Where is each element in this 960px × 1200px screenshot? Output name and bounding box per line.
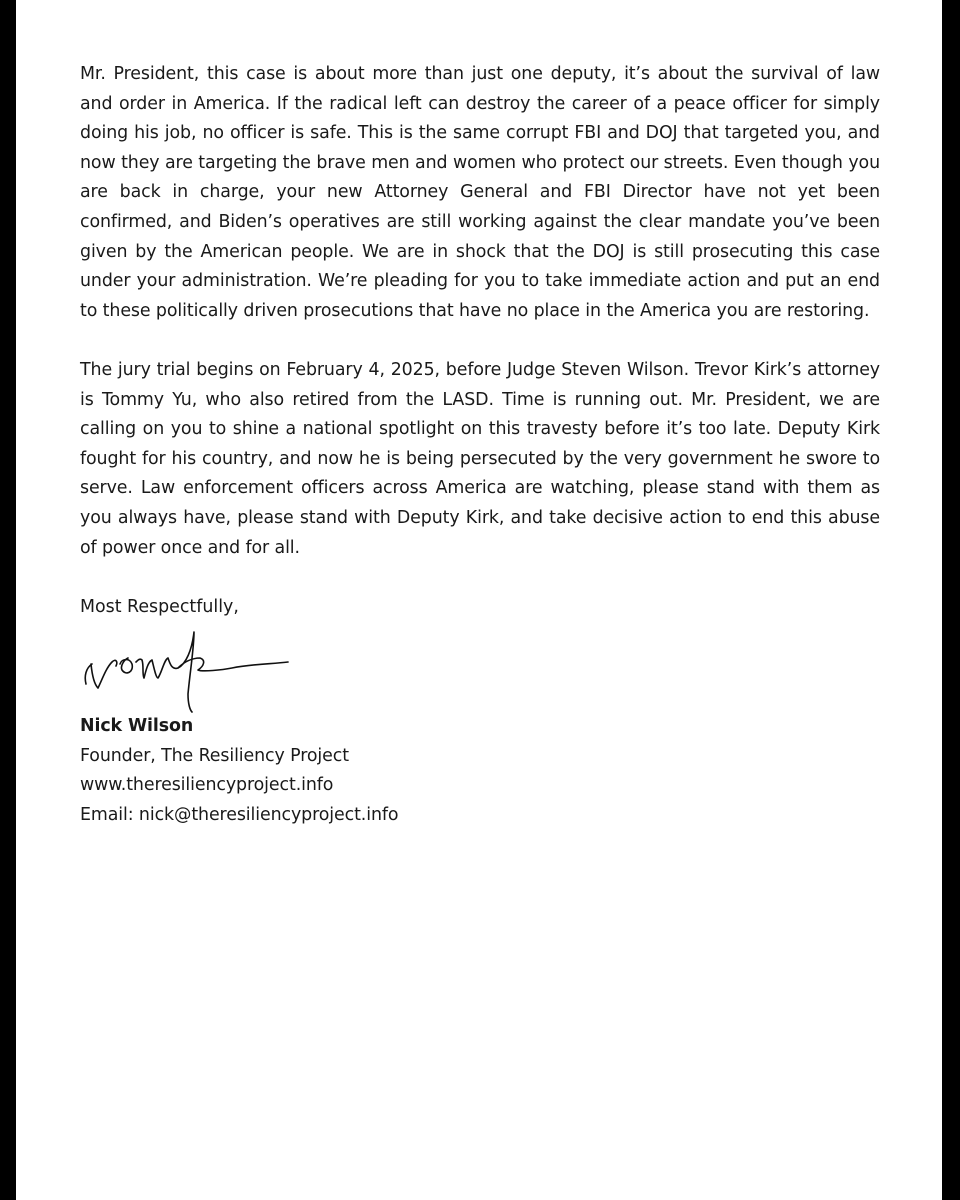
letter-body (80, 60, 880, 622)
letter-paragraph-1: Mr. President, this case is about more than just one deputy, it’s about the survival of law and order in America. If the radical left can destroy the career of a peace officer for simply doing his job, no officer is safe. This is the same corrupt FBI and DOJ that targeted you, and now they are targeting the brave men and women who protect our streets. Even though you are back in charge, your new Attorney General and FBI Director have not yet been confirmed, and Biden’s operatives are still working against the clear mandate you’ve been given by the American people. We are in shock that the DOJ is still prosecuting this case under your administration. We’re pleading for you to take immediate action and put an end to these politically driven prosecutions that have no place in the America you are restoring. (80, 64, 880, 321)
letter-closing: Most Respectfully, (80, 596, 239, 617)
signer-title: Founder, The Resiliency Project (80, 745, 349, 766)
signer-email: Email: nick@theresiliencyproject.info (80, 804, 399, 825)
signer-name: Nick Wilson (80, 716, 194, 736)
signer-website: www.theresiliencyproject.info (80, 775, 334, 796)
signature-block (80, 712, 398, 830)
letter-page (16, 0, 942, 1200)
handwritten-signature (82, 628, 302, 713)
letter-paragraph-2: The jury trial begins on February 4, 2025, before Judge Steven Wilson. Trevor Kirk’s attorney is Tommy Yu, who also retired from the LASD. Time is running out. Mr. President, we are calling on you to shine a national spotlight on this travesty before it’s too late. Deputy Kirk fought for his country, and now he is being persecuted by the very government he swore to serve. Law enforcement officers across America are watching, please stand with them as you always have, please stand with Deputy Kirk, and take decisive action to end this abuse of power once and for all. (80, 359, 880, 558)
